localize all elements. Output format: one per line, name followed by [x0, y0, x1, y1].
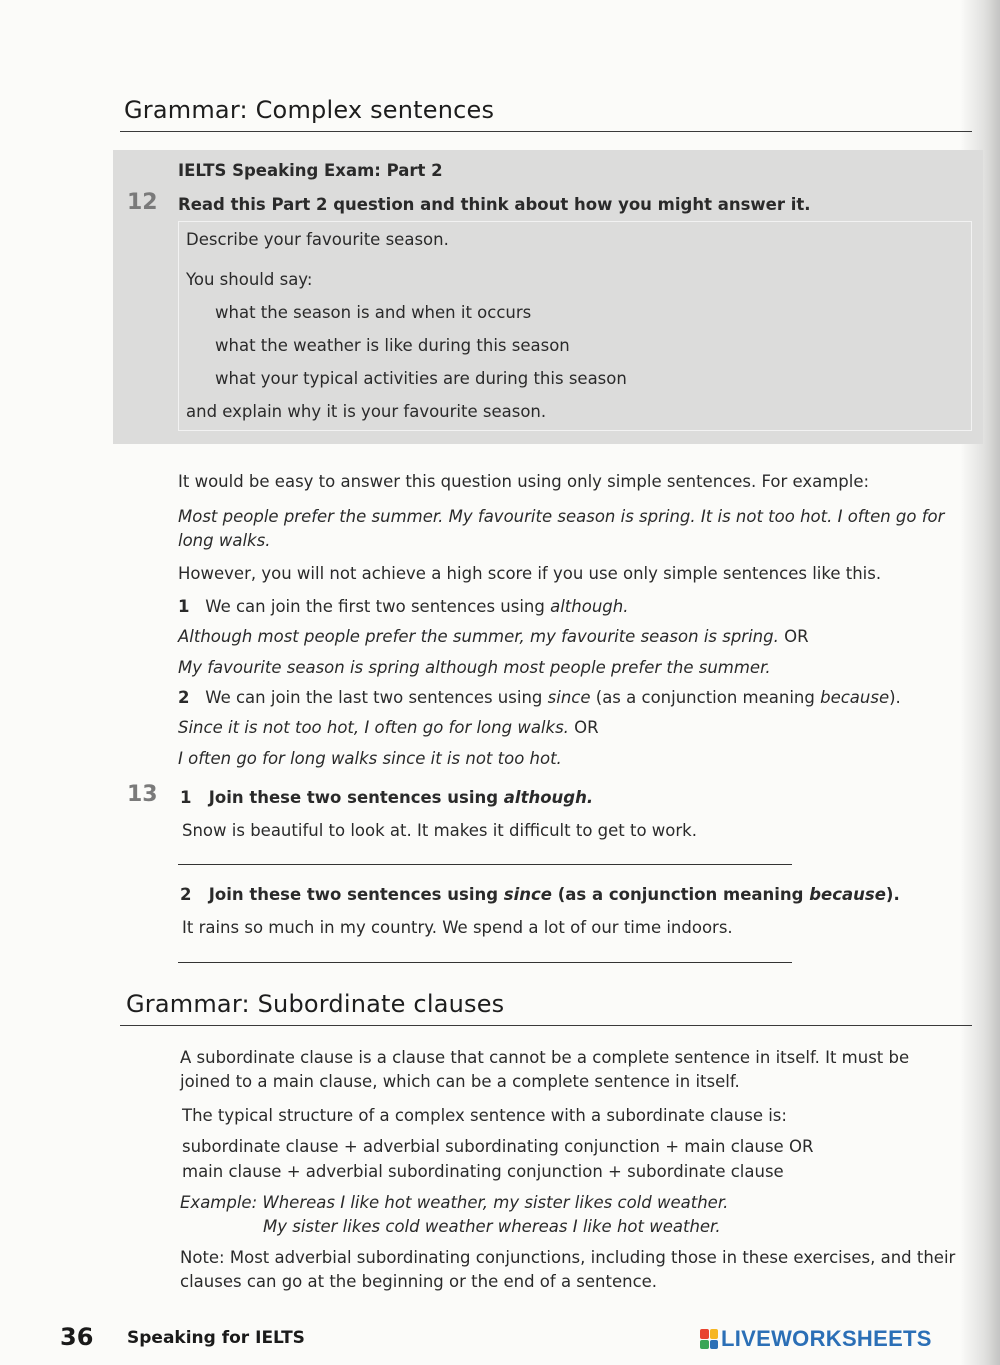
logo-text: LIVEWORKSHEETS: [721, 1326, 932, 1351]
question-text: Join these two sentences using: [208, 788, 504, 807]
question-card: [178, 221, 972, 431]
example-sentence: Although most people prefer the summer, my favourite season is spring.: [178, 627, 779, 646]
page-number: 36: [60, 1323, 94, 1351]
prompt-point: what the season is and when it occurs: [215, 303, 532, 322]
example-sentence: Since it is not too hot, I often go for long walks.: [178, 718, 569, 737]
structure-line-2: main clause + adverbial subordinating conjunction + subordinate clause: [182, 1162, 784, 1181]
prompt-describe: Describe your favourite season.: [186, 230, 449, 249]
keyword-because: because: [809, 885, 886, 904]
explanation-intro: It would be easy to answer this question using only simple sentences. For example:: [178, 472, 870, 491]
exercise-13-q1: [180, 787, 593, 809]
question-text: ).: [885, 885, 900, 904]
keyword-although: although.: [503, 788, 594, 807]
question-number: 1: [180, 788, 192, 807]
example-line-2: My sister likes cold weather whereas I like hot weather.: [263, 1217, 721, 1236]
point-number: 2: [178, 688, 190, 707]
point-text: We can join the last two sentences using: [205, 688, 548, 707]
section-heading-complex-sentences: Grammar: Complex sentences: [124, 96, 495, 124]
explanation-point-1: [178, 596, 628, 618]
exercise-12-title: IELTS Speaking Exam: Part 2: [178, 161, 443, 180]
exercise-13-q2-sentence: It rains so much in my country. We spend a lot of our time indoors.: [182, 918, 733, 937]
prompt-point: what the weather is like during this season: [215, 336, 570, 355]
question-text: Join these two sentences using: [208, 885, 504, 904]
liveworksheets-logo: [700, 1327, 932, 1351]
exercise-13-q2: [180, 884, 900, 906]
question-number: 2: [180, 885, 192, 904]
note-paragraph: Note: Most adverbial subordinating conjunctions, including those in these exercises, and their clauses can go at the beginning or the end of a sentence.: [180, 1248, 956, 1291]
exercise-number-13: 13: [127, 782, 158, 807]
keyword-since: since: [503, 885, 552, 904]
prompt-point: what your typical activities are during this season: [215, 369, 627, 388]
explanation-point-2: [178, 687, 901, 709]
point-text: (as a conjunction meaning: [590, 688, 821, 707]
structure-line-1: subordinate clause + adverbial subordinating conjunction + main clause OR: [182, 1137, 814, 1156]
heading-rule: [120, 131, 972, 132]
or-label: OR: [778, 627, 809, 646]
logo-icon: [700, 1329, 718, 1349]
prompt-explain: and explain why it is your favourite season.: [186, 402, 547, 421]
subordinate-definition: A subordinate clause is a clause that cannot be a complete sentence in itself. It must be joined to a main clause, which can be a complete sentence in itself.: [180, 1048, 910, 1091]
prompt-you-should-say: You should say:: [186, 270, 313, 289]
keyword-since: since: [547, 688, 591, 707]
example-2b: I often go for long walks since it is not too hot.: [178, 749, 562, 768]
book-title: Speaking for IELTS: [127, 1328, 305, 1348]
question-text: (as a conjunction meaning: [551, 885, 810, 904]
structure-intro: The typical structure of a complex sentence with a subordinate clause is:: [182, 1106, 787, 1125]
example-sentence: Whereas I like hot weather, my sister likes cold weather.: [262, 1193, 729, 1212]
simple-sentences-example: Most people prefer the summer. My favourite season is spring. It is not too hot. I often go for long walks.: [178, 507, 945, 550]
keyword-although: although.: [550, 597, 629, 616]
exercise-13-q1-sentence: Snow is beautiful to look at. It makes it difficult to get to work.: [182, 821, 697, 840]
example-2a: [178, 717, 599, 739]
keyword-because: because: [820, 688, 890, 707]
point-text: ).: [889, 688, 901, 707]
point-text: We can join the first two sentences using: [205, 597, 551, 616]
example-1b: My favourite season is spring although most people prefer the summer.: [178, 658, 771, 677]
heading-rule: [120, 1025, 972, 1026]
answer-line-2[interactable]: [178, 962, 792, 963]
exercise-number-12: 12: [127, 190, 158, 215]
answer-line-1[interactable]: [178, 864, 792, 865]
example-1a: [178, 626, 809, 648]
example-line-1: [180, 1192, 728, 1214]
exercise-12-instruction: Read this Part 2 question and think about how you might answer it.: [178, 195, 811, 214]
example-label: Example:: [180, 1193, 263, 1212]
section-heading-subordinate-clauses: Grammar: Subordinate clauses: [126, 990, 505, 1018]
or-label: OR: [568, 718, 599, 737]
explanation-however: However, you will not achieve a high score if you use only simple sentences like this.: [178, 564, 882, 583]
point-number: 1: [178, 597, 190, 616]
